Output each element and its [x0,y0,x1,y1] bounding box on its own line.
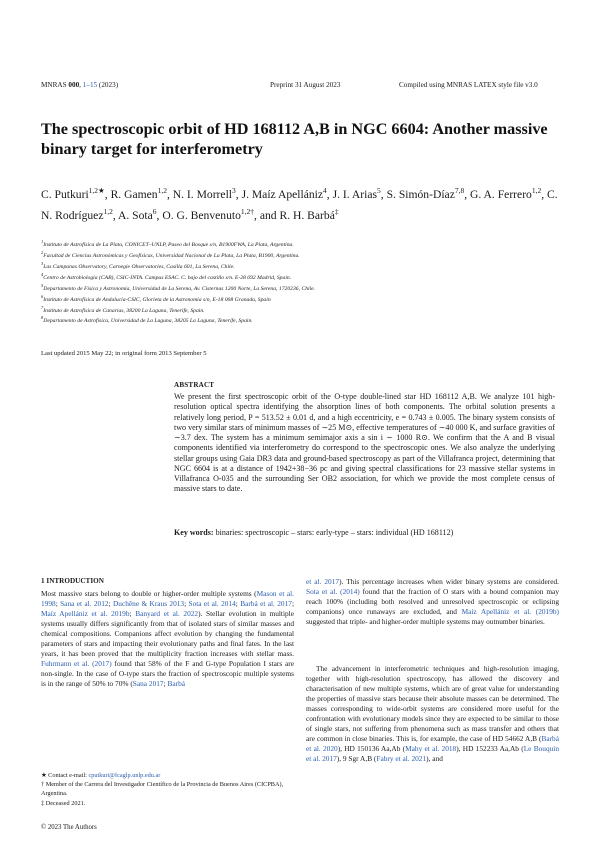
text-run: ), HD 152233 Aa,Ab ( [456,744,524,754]
affiliation-item [41,271,561,282]
text-run: found that 58% of the F and G-type Population I stars are non-single. In the case of O-type stars the fraction of spectroscopic multiple systems is in the range of 50% to 70% ( [41,659,294,689]
text-run: ; [291,599,294,609]
intro-paragraph-2 [306,664,559,764]
citation-link[interactable]: Sota et al. 2014 [188,599,236,609]
text-run: ; [184,599,189,609]
text-run: ; [235,599,241,609]
author-name: N. I. Morrell [172,187,233,201]
footnote-ddagger: ‡ Deceased 2021. [41,799,86,807]
author-name: C. Putkuri [41,187,89,201]
author-name: G. A. Ferrero [470,187,532,201]
text-run: ; [129,609,136,619]
citation-link[interactable]: Fuhrmann et al. (2017) [41,659,112,669]
text-run: ). This percentage increases when wider binary systems are considered. [339,577,560,586]
author-affiliation-marker: 4 [323,186,327,195]
citation-link[interactable]: Maíz Apellániz et al. (2019b) [461,607,559,617]
author-name: J. I. Arias [332,187,378,201]
author-affiliation-marker: 6 [152,206,157,216]
text-run: ), and [426,754,443,764]
affiliation-number: 1 [41,239,44,244]
keywords-label: Key words: [174,528,214,537]
affiliation-text: Instituto de Astrofísica de Canarias, 38200 La Laguna, Tenerife, Spain. [43,307,205,314]
author-name: C. N. Rodríguez [41,187,558,222]
author-name: R. Gamen [110,187,158,201]
citation-link[interactable]: Sana et al. 2012 [60,599,109,609]
last-updated-note: Last updated 2015 May 22; in original form 2013 September 5 [41,350,207,357]
affiliation-number: 4 [41,271,44,277]
citation-link[interactable]: Barbá [167,679,186,689]
section-heading-introduction: 1 INTRODUCTION [41,577,104,585]
citation-link[interactable]: Barbá et al. 2020 [306,734,559,754]
intro-paragraph-1 [41,589,294,689]
affiliation-text: Instituto de Astrofísica de La Plata, CONICET–UNLP, Paseo del Bosque s/n, B1900FWA, La Plata, Argentina. [43,241,294,248]
affiliation-item [41,304,561,315]
author-name: A. Sota [118,208,153,222]
page-range-link[interactable]: 1–15 [82,81,98,89]
author-name: O. G. Benvenuto [162,208,241,222]
citation-link[interactable]: Fabry et al. 2021 [376,754,427,764]
author-affiliation-marker: 1,2 [531,186,542,195]
text-run: The advancement in interferometric techniques and high-resolution imaging, together with high-resolution spectroscopy, has allowed the discovery and characterisation of new multiple systems, which are of great value for understanding the properties of massive stars because their absolute masses can be determined. The masses corresponding to wide-orbit systems are considered more useful for the confrontation with evolutionary models since they are expected to be similar to those of single stars, not suffering from phenomena such as mass transfer and others that are common in close binaries. This is, for example, the case of HD 54662 A,B ( [306,664,559,744]
affiliation-text: Facultad de Ciencias Astronómicas y Geofísicas, Universidad Nacional de La Plata, La Plata, B1900, Argentina. [43,252,300,259]
text-run: ), 9 Sgr A,B ( [336,754,377,764]
affiliation-text: Las Campanas Observatory, Carnegie Observatories, Casilla 601, La Serena, Chile. [43,263,235,270]
author-affiliation-marker: 3 [232,186,236,195]
affiliation-number: 2 [41,249,44,255]
email-link[interactable]: cputkuri@fcaglp.unlp.edu.ar [88,772,161,779]
keywords-text: binaries: spectroscopic – stars: early-type – stars: individual (HD 168112) [215,528,454,537]
footnote-contact: ★ Contact e-mail: cputkuri@fcaglp.unlp.edu.ar [41,772,161,779]
affiliation-item [41,249,561,260]
text-run: ; [55,599,61,609]
text-run: found that the fraction of O stars with a bound companion may reach 100% (including both resolved and unresolved spectroscopic or eclipsing companions) once runaways are excluded, and [306,587,559,617]
paper-title: The spectroscopic orbit of HD 168112 A,B in NGC 6604: Another massive binary target for interferometry [41,120,548,158]
author-affiliation-marker: 1,2 [157,186,167,195]
text-run: ). Stellar evolution in multiple systems usually differs significantly from that of isolated stars of similar masses and chemical compositions. Companions affect evolution by changing the fundamental parameters of stars and impacting their evolutionary paths and final fates. In the last years, it has been proved that the multiplicity fraction increases with stellar mass. [41,609,294,659]
author-name: S. Simón-Díaz [386,187,455,201]
affiliation-item [41,282,561,293]
affiliation-text: Instituto de Astrofísica de Andalucía-CSIC, Glorieta de la Astronomía s/n, E-18 008 Granada, Spain [43,296,271,303]
paragraph-text [41,589,294,689]
affiliation-number: 3 [41,260,44,266]
author-affiliation-marker: 1,2 [103,206,113,216]
footnote-dagger: † Member of the Carrera del Investigador Científico de la Provincia de Buenos Aires (CICPBA), Argentina. [41,781,284,798]
affiliation-item [41,260,561,271]
citation-link[interactable]: Banyard et al. 2022 [135,609,199,619]
citation-link[interactable]: Mahy et al. 2018 [405,744,457,754]
compiled-note: Compiled using MNRAS LATEX style file v3.0 [399,81,538,89]
paragraph-text [306,664,559,764]
text-run: ), HD 150136 Aa,Ab ( [337,744,406,754]
citation-link[interactable]: Sana 2017 [132,679,164,689]
text-run: ; [108,599,113,609]
affiliation-text: Departamento de Astrofísica, Universidad de La Laguna, 38205 La Laguna, Tenerife, Spain. [43,318,253,325]
intro-paragraph-1-continued [306,577,559,627]
author-affiliation-marker: 1,2★ [88,186,105,195]
text-run: Most massive stars belong to double or higher-order multiple systems ( [41,589,257,598]
affiliation-number: 7 [41,304,44,310]
preprint-date: Preprint 31 August 2023 [270,81,341,89]
author-affiliation-marker: 5 [377,186,381,195]
affiliation-item [41,314,561,325]
author-name: and R. H. Barbá [259,208,335,222]
text-run: ; [163,679,168,689]
affiliation-item [41,293,561,304]
author-affiliation-marker: ‡ [334,206,339,216]
paragraph-text [306,577,559,627]
citation-link[interactable]: Mason et al. 1998 [41,589,294,609]
citation-link[interactable]: et al. 2017 [306,577,340,586]
abstract-text: We present the first spectroscopic orbit of the O-type double-lined star HD 168112 A,B. We analyze 101 high-resolution optical spectra identifying the absorption lines of both components. The orbital solution presents a relatively long period, P = 513.52 ± 0.01 d, and a high eccentricity, e = 0.743 ± 0.005. The binary system consists of two very similar stars of minimum masses of ∼25 M⊙, effective temperatures of ∼40 000 K, and surface gravities of ∼3.7 dex. The system has a minimum semimajor axis a sin i ∼ 1000 R⊙. We confirm that the A and B visual components identified via interferometry do correspond to the spectroscopic ones. We also analyze the underlying stellar groups using Gaia DR3 data and ground-based spectroscopy as part of the Villafranca project, determining that NGC 6604 is at a distance of 1942+38−36 pc and giving spectral classifications for 23 massive stellar systems in Villafranca O-035 and the surrounding Ser OB2 association, for which we provide the most complete census of massive stars to date. [174,392,555,494]
text-run: suggested that triple- and higher-order multiple systems may outnumber binaries. [306,617,545,627]
affiliation-text: Centro de Astrobiología (CAB), CSIC-INTA. Campus ESAC. C. bajo del castillo s/n. E-28 692 Madrid, Spain. [43,274,292,281]
copyright: © 2023 The Authors [41,824,97,831]
affiliation-number: 5 [41,282,44,288]
citation-link[interactable]: Le Bouquin et al. 2017 [306,744,560,764]
citation-link[interactable]: Sota et al. (2014) [306,587,360,597]
citation-link[interactable]: Barbá et al. 2017 [240,599,292,609]
author-affiliation-marker: 7,8 [454,186,465,195]
abstract-heading: ABSTRACT [174,381,215,389]
affiliation-number: 8 [41,315,44,321]
citation-link[interactable]: Duchêne & Kraus 2013 [112,599,185,609]
affiliation-list [41,238,561,325]
citation-link[interactable]: Maíz Apellániz et al. 2019b [41,609,130,619]
affiliation-text: Departamento de Física y Astronomía, Universidad de La Serena, Av. Cisternas 1200 Norte, La Serena, 1720236, Chile. [43,285,316,292]
author-list: C. Putkuri$^{1,2★}$, R. Gamen$^{1,2}$, N. I. Morrell$^3$, J. Maíz Apellániz$^4$, J. I. Arias$^5$, S. Simón-Díaz$^{7,8}$, G. A. Ferrero$^{1,2}$, C. N. Rodríguez$^{1,2}$, A. Sota$^6$, O. G. Benvenuto$^{1,2\dagger}$, and R. H. Barbá‡ [41,186,558,222]
journal-citation: MNRAS 000, 1–15 (2023) [41,81,119,89]
keywords [174,528,555,537]
affiliation-item [41,238,561,249]
author-affiliation-marker: 1,2† [240,206,255,216]
affiliation-number: 6 [41,293,44,299]
footnotes [41,771,294,808]
author-name: J. Maíz Apellániz [241,187,324,201]
